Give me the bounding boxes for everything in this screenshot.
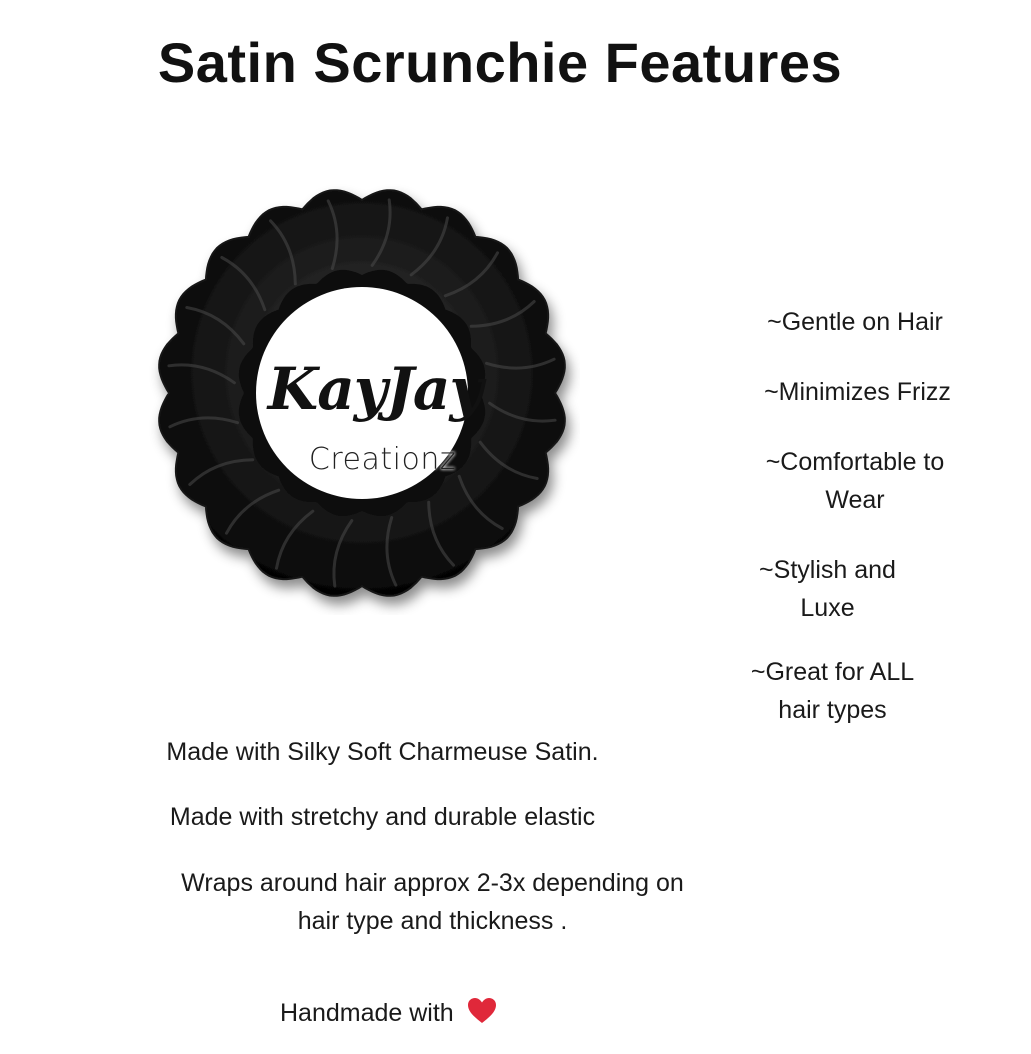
feature-line: Wear	[825, 486, 885, 514]
description-wrap-line: hair type and thickness .	[297, 907, 568, 935]
feature-line: ~Minimizes Frizz	[764, 378, 951, 406]
feature-line: hair types	[778, 696, 887, 724]
logo-script-text: KayJay	[267, 355, 483, 423]
heart-icon	[467, 997, 497, 1032]
handmade-footer	[280, 997, 497, 1032]
feature-line: Luxe	[800, 594, 855, 622]
feature-gentle	[740, 303, 970, 341]
feature-frizz	[740, 373, 975, 411]
feature-line: ~Great for ALL	[750, 658, 915, 686]
handmade-text: Handmade with	[280, 999, 454, 1028]
feature-line: ~Gentle on Hair	[767, 308, 943, 336]
description-satin: Made with Silky Soft Charmeuse Satin.	[166, 738, 599, 766]
logo-subtitle: Creationz	[308, 442, 457, 477]
description-wrap-line: Wraps around hair approx 2-3x depending on	[181, 869, 684, 897]
feature-comfortable	[740, 443, 970, 519]
feature-line: ~Comfortable to	[765, 448, 945, 476]
description-elastic: Made with stretchy and durable elastic	[169, 803, 596, 831]
feature-hair-types	[730, 653, 935, 729]
page-title: Satin Scrunchie Features	[157, 31, 843, 94]
description-wrap	[100, 864, 765, 940]
feature-line: ~Stylish and	[759, 556, 896, 584]
feature-stylish	[735, 551, 920, 627]
